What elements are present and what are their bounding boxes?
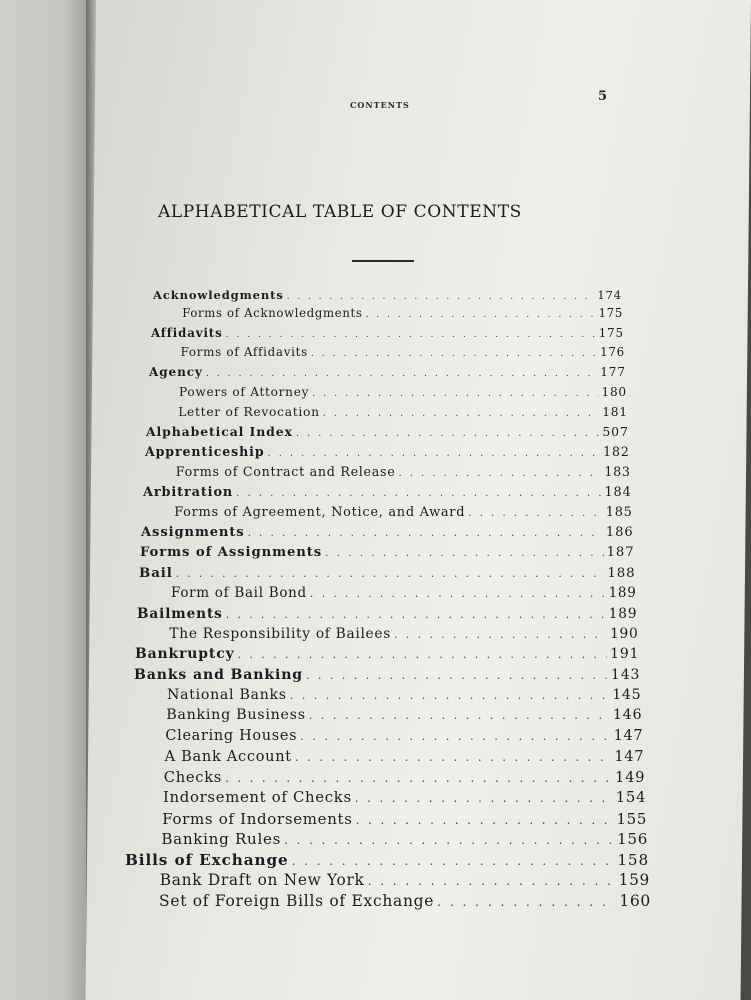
page-number: 5: [598, 89, 608, 104]
toc-entry-label: A Bank Account: [164, 748, 292, 766]
toc-entry: [161, 830, 648, 848]
toc-entry-page: 189: [608, 585, 637, 602]
toc-entry: [162, 810, 647, 828]
toc-entry: [149, 365, 626, 379]
toc-entry-page: 160: [619, 891, 651, 910]
toc-entry-page: 147: [613, 727, 644, 744]
toc-entry-page: 174: [597, 287, 622, 302]
toc-entry: [125, 851, 649, 869]
toc-entry-page: 189: [608, 605, 638, 622]
toc-entry-label: Assignments: [141, 524, 245, 540]
toc-entry-label: Apprenticeship: [145, 444, 265, 460]
toc-entry: [146, 424, 629, 439]
toc-entry-label: Bank Draft on New York: [159, 871, 365, 890]
dot-leader: [356, 813, 614, 827]
toc-entry: [135, 646, 639, 662]
toc-entry-label: Indorsement of Checks: [163, 789, 352, 807]
toc-entry: [139, 565, 636, 581]
toc-entry: [181, 345, 625, 359]
toc-entry-page: 191: [610, 646, 640, 663]
toc-entry-page: 156: [617, 830, 649, 849]
toc-entry-page: 159: [618, 871, 651, 890]
toc-entry-page: 155: [616, 809, 648, 828]
dot-leader: [394, 628, 607, 641]
dot-leader: [306, 669, 608, 682]
toc-entry-label: National Banks: [167, 687, 287, 703]
toc-entry-label: Bail: [139, 565, 173, 582]
dot-leader: [325, 547, 603, 559]
toc-entry-label: Set of Foreign Bills of Exchange: [159, 891, 435, 910]
toc-entry-page: 158: [617, 850, 650, 869]
toc-entry-page: 187: [606, 544, 635, 560]
toc-entry-page: 146: [612, 707, 643, 724]
toc-entry-label: Forms of Affidavits: [180, 345, 308, 360]
dot-leader: [284, 833, 614, 847]
toc-entry-page: 182: [603, 444, 630, 460]
toc-entry: [160, 871, 650, 889]
dot-leader: [368, 874, 616, 888]
toc-entry-page: 176: [600, 345, 625, 360]
running-head: CONTENTS: [350, 100, 410, 110]
toc-entry-page: 175: [598, 306, 623, 321]
toc-entry-label: Banks and Banking: [134, 666, 303, 683]
toc-entry-label: Bills of Exchange: [125, 850, 289, 869]
dot-leader: [366, 309, 596, 320]
dot-leader: [268, 448, 601, 459]
toc-entry: [141, 525, 634, 540]
toc-entry: [176, 464, 631, 479]
toc-entry: [143, 485, 632, 500]
page-title: ALPHABETICAL TABLE OF CONTENTS: [158, 202, 522, 222]
toc-entry-page: 175: [598, 325, 624, 340]
toc-entry-page: 145: [612, 687, 642, 703]
toc-entry-label: Banking Rules: [161, 830, 282, 849]
toc-entry-label: Forms of Acknowledgments: [182, 306, 363, 321]
dot-leader: [468, 507, 603, 519]
toc-entry-label: Banking Business: [166, 707, 306, 724]
toc-entry-label: Forms of Indorsements: [162, 809, 353, 828]
toc-entry-label: Checks: [163, 768, 223, 786]
dot-leader: [292, 854, 615, 868]
toc-entry-page: 149: [615, 768, 646, 786]
toc-entry-label: Powers of Attorney: [179, 384, 310, 399]
dot-leader: [323, 408, 599, 419]
dot-leader: [295, 750, 612, 764]
toc-entry: [145, 444, 630, 459]
toc-entry-page: 190: [610, 625, 639, 642]
toc-entry: [166, 707, 642, 723]
toc-entry: [182, 306, 623, 320]
toc-entry-label: The Responsibility of Bailees: [169, 625, 391, 642]
dot-leader: [225, 771, 612, 785]
toc-entry-label: Affidavits: [151, 325, 223, 340]
toc-entry-label: Bailments: [137, 605, 223, 622]
dot-leader: [226, 329, 596, 340]
dot-leader: [176, 567, 605, 580]
toc-entry-page: 177: [600, 364, 626, 379]
dot-leader: [312, 388, 598, 399]
toc-entry: [165, 748, 645, 765]
dot-leader: [355, 791, 613, 805]
toc-entry-page: 180: [601, 384, 627, 399]
dot-leader: [309, 708, 610, 722]
toc-entry-page: 185: [605, 504, 633, 520]
dot-leader: [398, 468, 601, 479]
toc-entry-label: Forms of Agreement, Notice, and Award: [174, 504, 466, 520]
toc-entry: [134, 667, 640, 683]
dot-leader: [248, 527, 603, 539]
dot-leader: [226, 608, 606, 621]
dot-leader: [437, 894, 616, 909]
toc-entry: [163, 789, 646, 806]
dot-leader: [290, 688, 609, 702]
dot-leader: [296, 428, 599, 439]
toc-entry-label: Letter of Revocation: [178, 404, 320, 419]
toc-entry-page: 154: [615, 789, 647, 807]
toc-entry-label: Bankruptcy: [135, 646, 235, 663]
toc-entry: [164, 769, 645, 786]
dot-leader: [310, 587, 606, 600]
toc-entry-page: 147: [614, 748, 645, 766]
toc-entry-page: 143: [610, 666, 641, 683]
toc-entry-label: Arbitration: [143, 484, 234, 500]
dot-leader: [236, 487, 601, 499]
toc-entry-label: Agency: [149, 364, 203, 379]
toc-entry-page: 181: [602, 404, 628, 419]
dot-leader: [287, 291, 595, 302]
toc-entry: [174, 505, 632, 520]
toc-entry-page: 184: [604, 484, 632, 500]
toc-entry: [159, 892, 651, 910]
toc-entry: [140, 545, 635, 560]
dot-leader: [300, 729, 610, 743]
toc-entry-label: Clearing Houses: [165, 727, 298, 744]
dot-leader: [238, 648, 608, 661]
toc-entry-page: 188: [607, 566, 636, 582]
toc-entry-label: Form of Bail Bond: [171, 585, 307, 602]
toc-entry-page: 183: [604, 464, 631, 480]
toc-entry: [137, 606, 637, 622]
toc-entry-label: Alphabetical Index: [146, 424, 293, 440]
dot-leader: [311, 348, 597, 359]
toc-entry: [165, 728, 643, 744]
toc-entry: [153, 288, 622, 302]
toc-entry-label: Forms of Assignments: [140, 544, 323, 560]
toc-entry: [167, 687, 641, 703]
toc-entry-label: Forms of Contract and Release: [175, 464, 396, 480]
toc-entry: [151, 326, 624, 340]
toc-entry: [178, 405, 628, 419]
dot-leader: [206, 368, 597, 379]
toc-entry: [169, 626, 638, 642]
toc-entry: [179, 385, 627, 399]
toc-entry: [171, 585, 637, 601]
toc-entry-page: 507: [602, 424, 629, 440]
toc-entry-label: Acknowledgments: [153, 287, 284, 302]
toc-entry-page: 186: [605, 524, 634, 540]
